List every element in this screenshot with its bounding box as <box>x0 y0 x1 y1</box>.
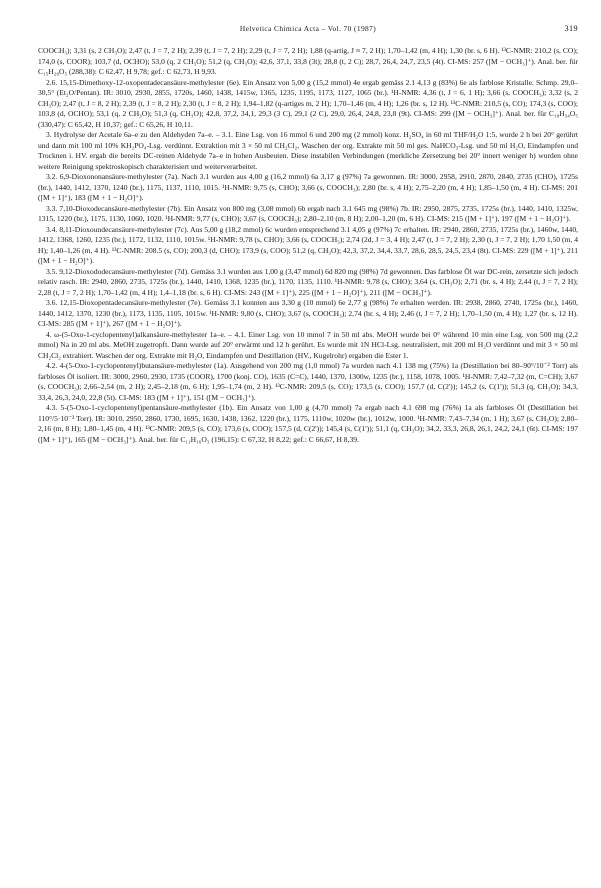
paragraph-continuation: COOCH₃); 3,31 (s, 2 CH₃O); 2,47 (t, J = 7, 2 H); 2,39 (t, J = 7, 2 H); 2,29 (t, J = 7, 2 H); 1,88 (q-artig, J ≈ 7, 2 H); 1,70–1,42 (m, 4 H); 1,30 (br. s, 6 H). ¹³C-NMR: 210,2 (s, CO); 174,0 (s, COOR); 103,7 (d, OCHO); 53,0 (q, 2 CH₃O); 51,2 (q, CH₃O); 42,6, 37,1, 33,8 (3t); 28,8 (t, 2 C); 28,7, 26,4, 24,7, 23,5 (4t). CI-MS: 257 ([M − OCH₃]⁺). Anal. ber. für C₁₅H₂₈O₅ (288,38): C 62,47, H 9,78; gef.: C 62,73, H 9,93. <box>38 46 578 76</box>
paragraph-4-2: 4.2. 4-(5-Oxo-1-cyclopentenyl)butansäure-methylester (1a). Ausgehend von 200 mg (1,0 mmol) 7a wurden nach 4.1 138 mg (75%) 1a (Destillation bei 80–90°/10⁻² Torr) als farbloses Öl isoliert. IR: 3000, 2960, 2930, 1735 (COOR), 1700 (konj. CO), 1635 (C=C), 1440, 1370, 1300w, 1235 (br.), 1158, 1078, 1005. ¹H-NMR: 7,42–7,32 (m, C=CH); 3,67 (s, COOCH₃); 2,66–2,54 (m, 2 H); 2,45–2,18 (m, 6 H); 1,95–1,74 (m, 2 H). ¹³C-NMR: 209,5 (s, CO); 173,5 (s, COO); 157,7 (d, C(2')); 145,2 (s, C(1')); 51,3 (q, CH₃O); 34,3, 33,4, 26,3, 24,0, 22,8 (5t). CI-MS: 183 ([M + 1]⁺), 151 ([M − OCH₃]⁺). <box>38 361 578 402</box>
section-3-hydrolysis: 3. Hydrolyse der Acetale 6a–e zu den Aldehyden 7a–e. – 3.1. Eine Lsg. von 16 mmol 6 und 200 mg (2 mmol) konz. H₂SO₄ in 60 ml THF/H₂O 1:5, wurde 2 h bei 20° gerührt und dann mit 100 ml 10% KH₂PO₄-Lsg. verdünnt. Extraktion mit 3 × 50 ml CH₂Cl₂, Waschen der org. Extrakte mit 50 ml ges. NaHCO₃-Lsg. und 50 ml H₂O, Eindampfen und Trocknen i. HV. ergab die bereits DC-reinen Aldehyde 7a–e in hohen Ausbeuten. Diese instabilen Verbindungen (merkliche Zersetzung bei 20° innert weniger h) wurden ohne weitere Reinigung spektroskopisch charakterisiert und weiterverarbeitet. <box>38 130 578 171</box>
paragraph-3-3: 3.3. 7,10-Dioxodecansäure-methylester (7b). Ein Ansatz von 800 mg (3,08 mmol) 6b ergab nach 3.1 645 mg (98%) 7b. IR: 2950, 2875, 2735, 1725s (br.), 1440, 1410, 1325w, 1315, 1220 (br.), 1175, 1130, 1060, 1020. ¹H-NMR: 9,77 (s, CHO); 3,67 (s, COOCH₃); 2,80–2,10 (m, 8 H); 2,00–1,20 (m, 6 H). CI-MS: 215 ([M + 1]⁺), 197 ([M + 1 − H₂O]⁺). <box>38 203 578 223</box>
paragraph-3-6: 3.6. 12,15-Dioxopentadecansäure-methylester (7e). Gemäss 3.1 konnten aus 3,30 g (10 mmol) 6e 2,77 g (98%) 7e erhalten werden. IR: 2938, 2860, 2740, 1725s (br.), 1460, 1440, 1412, 1370, 1230 (br.), 1173, 1135, 1105, 1015w. ¹H-NMR: 9,80 (s, CHO); 3,67 (s, COOCH₃); 2,74 (br. s, 4 H); 2,46 (t, J = 7, 2 H); 1,70–1,50 (m, 4 H); 1,27 (br. s, 12 H). CI-MS: 285 ([M + 1]⁺), 267 ([M + 1 − H₂O]⁺). <box>38 298 578 328</box>
paragraph-4-3: 4.3. 5-(5-Oxo-1-cyclopentenyl)pentansäure-methylester (1b). Ein Ansatz von 1,00 g (4,70 mmol) 7a ergab nach 4.1 698 mg (76%) 1a als farbloses Öl (Destillation bei 110°/5·10⁻³ Torr). IR: 3010, 2950, 2860, 1730, 1695, 1630, 1438, 1362, 1220 (br.), 1175, 1110w, 1020w (br.), 1012w, 1000. ¹H-NMR: 7,43–7,34 (m, 1 H); 3,67 (s, CH₃O); 2,80–2,16 (m, 8 H); 1,80–1,45 (m, 4 H). ¹³C-NMR: 209,5 (s, CO); 173,6 (s, COO); 157,5 (d, C(2')); 145,4 (s, C(1')); 51,1 (q, CH₃O); 34,2, 33,3, 26,8, 26,1, 24,2, 24,1 (6t). CI-MS: 197 ([M + 1]⁺), 165 ([M − OCH₃]⁺). Anal. ber. für C₁₁H₁₆O₃ (196,15): C 67,32, H 8,22; gef.: C 66,67, H 8,39. <box>38 403 578 444</box>
paragraph-2-6: 2.6. 15,15-Dimethoxy-12-oxopentadecansäure-methylester (6e). Ein Ansatz von 5,00 g (15,2 mmol) 4e ergab gemäss 2.1 4,13 g (83%) 6e als farblose Kristalle. Schmp. 29,0–30,5° (Et₂O/Pentan). IR: 3010, 2930, 2855, 1720s, 1460, 1438, 1415w, 1365, 1235, 1195, 1173, 1127, 1065 (br.). ¹H-NMR: 4,36 (t, J = 6, 1 H); 3,66 (s, COOCH₃); 3,32 (s, 2 CH₃O); 2,47 (t, J = 8, 2 H); 2,39 (t, J = 8, 2 H); 2,30 (t, J = 8, 2 H); 1,94–1,82 (q-artiges m, 2 H); 1,70–1,46 (m, 4 H); 1,26 (br. s, 12 H). ¹³C-NMR: 210,5 (s, CO); 174,3 (s, COO); 103,8 (d, OCHO); 53,1 (q, 2 CH₃O); 51,3 (q, CH₃O); 42,8, 37,2, 34,1, 29,3 (3 C), 29,1 (2 C), 29,0, 26,4, 24,8, 23,8 (9t). CI-MS: 299 ([M − OCH₃]⁺). Anal. ber. für C₁₈H₃₄O₅ (330,47): C 65,42, H 10,37; gef.: C 65,26, H 10,11. <box>38 77 578 129</box>
page-number: 319 <box>564 24 578 33</box>
body-text <box>38 46 578 445</box>
paragraph-3-2: 3.2. 6,9-Dioxononansäure-methylester (7a). Nach 3.1 wurden aus 4,00 g (16,2 mmol) 6a 3,17 g (97%) 7a gewonnen. IR: 3000, 2958, 2910, 2870, 2840, 2735 (CHO), 1725s (br.), 1440, 1412, 1370, 1240 (br.), 1175, 1137, 1110, 1015. ¹H-NMR: 9,75 (s, CHO); 3,66 (s, COOCH₃); 2,80 (br. s, 4 H); 2,75–2,20 (m, 4 H); 1,85–1,50 (m, 4 H). CI-MS: 201 ([M + 1]⁺), 183 ([M + 1 − H₂O]⁺). <box>38 172 578 202</box>
paragraph-3-5: 3.5. 9,12-Dioxododecansäure-methylester (7d). Gemäss 3.1 wurden aus 1,00 g (3,47 mmol) 6d 820 mg (98%) 7d gewonnen. Das farblose Öl war DC-rein, zersetzte sich jedoch relativ rasch. IR: 2940, 2860, 2735, 1725s (br.), 1440, 1410, 1368, 1235 (br.), 1170, 1135, 1110. ¹H-NMR: 9,78 (s, CHO); 3,64 (s, CH₃O); 2,71 (br. s, 4 H); 2,44 (t, J = 7, 2 H); 2,28 (t, J = 7, 2 H); 1,70–1,42 (m, 4 H); 1,4–1,18 (br. s, 6 H). CI-MS: 243 ([M + 1]⁺), 225 ([M + 1 − H₂O]⁺), 211 ([M − OCH₃]⁺). <box>38 266 578 297</box>
journal-title: Helvetica Chimica Acta – Vol. 70 (1987) <box>239 24 377 33</box>
running-header <box>38 24 578 36</box>
section-4-cyclization: 4. ω-(5-Oxo-1-cyclopentenyl)alkansäure-methylester 1a–e. – 4.1. Einer Lsg. von 10 mmol 7 in 50 ml abs. MeOH wurde bei 0° während 10 min eine Lsg. von 500 mg (2,2 mmol) Na in 20 ml abs. MeOH zugetropft. Dann wurde auf 20° erwärmt und 12 h gerührt. Es wurde mit 1N HCl-Lsg. neutralisiert, mit 200 ml H₂O verdünnt und mit 3 × 50 ml CH₂Cl₂ extrahiert. Waschen der org. Extrakte mit H₂O, Eindampfen und Destillation (HV., Kugelrohr) ergaben die Ester 1. <box>38 329 578 360</box>
paragraph-3-4: 3.4. 8,11-Dioxoundecansäure-methylester (7c). Aus 5,00 g (18,2 mmol) 6c wurden entsprechend 3.1 4,05 g (97%) 7c erhalten. IR: 2940, 2860, 2735, 1725s (br.), 1460w, 1440, 1412, 1368, 1260, 1235 (br.), 1172, 1132, 1110, 1015w. ¹H-NMR: 9,78 (s, CHO); 3,66 (s, COOCH₃); 2,74 (2d, J = 3, 4 H); 2,47 (t, J = 7, 2 H); 2,30 (t, J = 7, 2 H); 1,70 1,50 (m, 4 H); 1,40–1,26 (m, 4 H). ¹³C-NMR: 208.5 (s, CO); 200,3 (d, CHO); 173,9 (s, COO); 51,2 (q, CH₃O); 42,3, 37,2, 34,4, 33,7, 28,6, 28,5, 24,5, 23,4 (8t). CI-MS: 229 ([M + 1]⁺), 211 ([M + 1 − H₂O]⁺). <box>38 224 578 265</box>
